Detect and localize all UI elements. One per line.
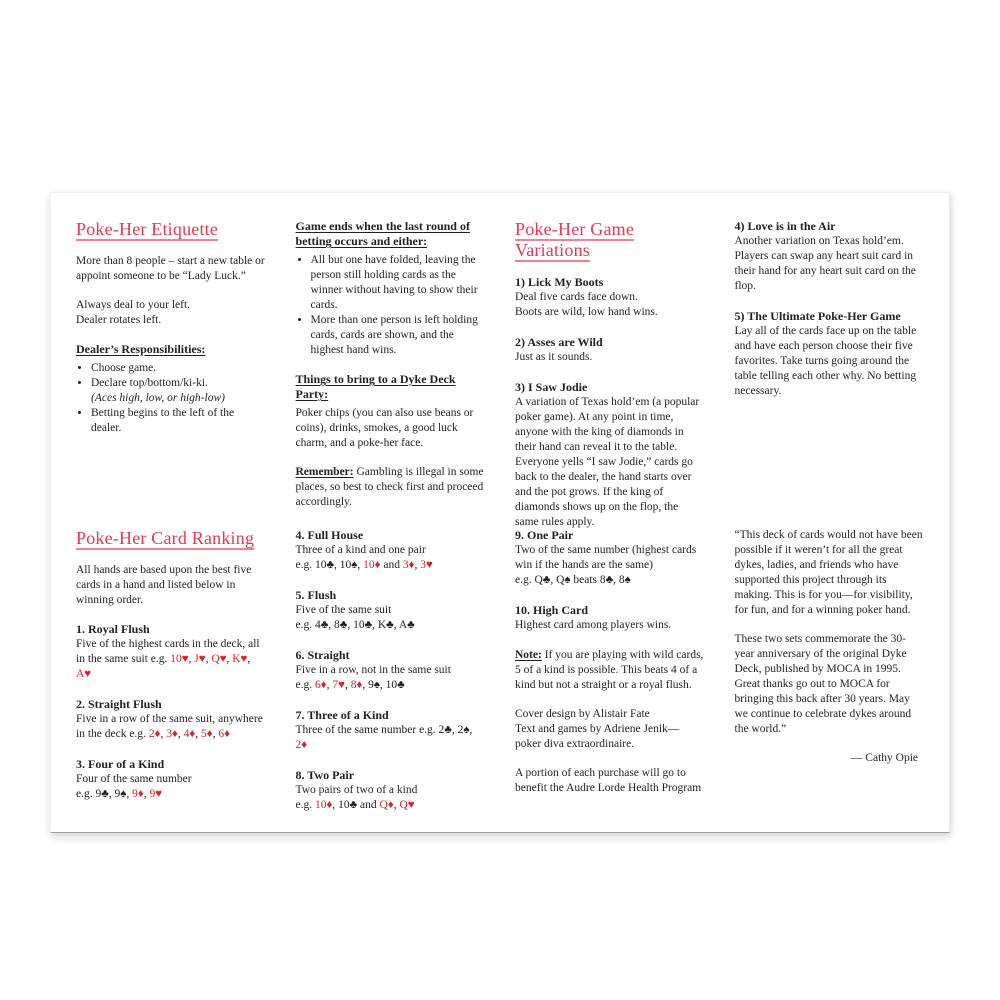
rank-title: 7. Three of a Kind [295,708,389,722]
paragraph [515,766,705,796]
rank-title: 2) Asses are Wild [515,335,603,349]
text-run: e.g. 4♣, 8♣, 10♣, K♣, A♣ [295,619,415,631]
text-run: Gambling is illegal in some places, so best to check first and proceed accordingly. [295,466,484,508]
text-run: Highest card among players wins. [515,619,672,631]
top-section [76,219,924,528]
section-title: Poke-Her Game Variations [515,219,635,260]
paragraph [296,406,486,451]
rank-entry [296,588,486,633]
text-run: Note: [515,649,542,661]
text-run: e.g. [295,679,315,691]
paragraph [515,707,705,752]
paragraph [76,254,266,284]
text-run: Dealer rotates left. [76,314,162,326]
card-notation: 9♥ [149,788,163,800]
text-run: , [344,679,351,691]
text-run: (Aces high, low, or high-low) [91,392,225,404]
text-run: Five of the same suit [295,604,392,616]
rank-description [515,350,705,365]
rank-description [515,543,705,588]
rank-entry [515,603,705,633]
card-notation: 3♦ [402,559,415,571]
rank-entry [735,219,925,294]
card-notation: 9♦ [132,788,144,800]
section-title: Poke-Her Card Ranking [76,528,255,548]
rank-entry [296,768,486,813]
rank-description [296,603,486,633]
text-run: e.g. Q♣, Q♠ beats 8♣, 8♠ [515,574,631,586]
rank-description [296,723,486,753]
text-run: These two sets commemorate the 30-year anniversary of the original Dyke Deck, published by MOCA in 1995. Great thanks go out to MOCA for bringing this back after 30 years. May we continue to celebrate dykes around the world.” [734,633,912,735]
rank-description [735,234,925,294]
text-run: Choose game. [91,362,157,374]
text-run: Four of the same number [76,773,192,785]
text-run: More than one person is left holding cards, cards are shown, and the highest hand wins. [310,314,478,356]
bottom-section [76,528,924,828]
card-notation: 10♦ [314,799,333,811]
text-run: Two of the same number (highest cards win if the hands are the same) [515,544,697,571]
text-run: Lay all of the cards face up on the table and have each person choose their five favorites. Take turns going around the table telling each other why. No betting necessary. [734,325,917,397]
text-run: If you are playing with wild cards, 5 of a kind is possible. This beats 4 of a kind but not a straight or a royal flush. [515,649,704,691]
card-notation: Q♥ [211,653,227,665]
rank-entry [76,622,266,682]
rank-title: 10. High Card [515,603,589,617]
card-notation: 6♦ [314,679,327,691]
card-notation: Q♥ [399,799,415,811]
rank-description [296,543,486,573]
card-notation: 6♦ [218,728,230,740]
rank-entry [515,528,705,588]
bullet-item [91,361,266,376]
bullet-list [76,361,266,436]
text-run: , [195,728,201,740]
rank-description [515,618,705,633]
text-run: e.g. 9♣, 9♠, [76,788,133,800]
rank-description [515,290,705,320]
text-run: Another variation on Texas hold’em. Players can swap any heart suit card in their hand for any heart suit card on the flop. [734,235,916,292]
text-run: , [326,679,333,691]
paragraph [735,632,925,737]
rank-title: 4) Love is in the Air [734,219,836,233]
text-run: Poker chips (you can also use beans or coins), drinks, smokes, a good luck charm, and a poke-her face. [295,407,474,449]
paragraph [515,648,705,693]
rank-description [515,395,705,530]
text-run: , [160,728,167,740]
paragraph [296,465,486,510]
paragraph [735,751,925,766]
card-notation: 3♦ [166,728,178,740]
card-notation: 10♥ [170,653,189,665]
card-notation: A♥ [76,668,92,680]
rank-title: 5) The Ultimate Poke-Her Game [734,309,901,323]
rank-entry [76,757,266,802]
text-run: e.g. 10♣, 10♠, [295,559,364,571]
text-run: Deal five cards face down. [515,291,638,303]
text-run: and [380,559,403,571]
card-notation: 2♦ [295,739,308,751]
text-run: Always deal to your left. [76,299,191,311]
rank-entry [296,648,486,693]
section-title: Poke-Her Etiquette [76,219,219,239]
text-run: — Cathy Opie [850,752,918,764]
bullet-item [311,313,486,358]
text-run: , [188,653,195,665]
column-ranks-4-to-8 [296,528,486,828]
rank-title: 2. Straight Flush [76,697,162,711]
rank-description [296,783,486,813]
text-run: , [143,788,150,800]
rank-title: 6. Straight [295,648,350,662]
paragraph [76,563,266,608]
text-run: Just as it sounds. [515,351,593,363]
rank-entry [735,309,925,399]
paragraph [735,528,925,618]
rank-description [296,663,486,693]
paragraph [76,298,266,328]
rank-title: 8. Two Pair [295,768,355,782]
text-run: Two pairs of two of a kind [295,784,418,796]
text-run: , [414,559,421,571]
text-run: Remember: [295,466,354,478]
rank-entry [515,380,705,530]
text-run: Three of a kind and one pair [295,544,426,556]
instruction-sheet [50,192,950,833]
rank-title: 4. Full House [295,528,364,542]
card-notation: 3♥ [420,559,433,571]
text-run: More than 8 people – start a new table or appoint someone to be “Lady Luck.” [76,255,265,282]
text-run: , [212,728,219,740]
rank-entry [76,697,266,742]
rank-description [76,637,266,682]
card-notation: 10♦ [363,559,381,571]
bullet-item [91,406,266,436]
text-run: All but one have folded, leaving the person still holding cards as the winner without having to show their cards. [310,254,478,311]
text-run: Five of the highest cards in the deck, all in the same suit e.g. [76,638,260,665]
text-run: e.g. [295,799,315,811]
rank-entry [296,528,486,573]
text-run: , [226,653,233,665]
card-notation: 4♦ [183,728,196,740]
column-dedication-quote [735,528,925,828]
text-run: Cover design by Alistair Fate [515,708,650,720]
rank-title: 1) Lick My Boots [515,275,604,289]
text-run: All hands are based upon the best five cards in a hand and listed below in winning order. [76,564,252,606]
text-run: Text and games by Adriene Jenik—poker diva extraordinaire. [515,723,680,750]
text-run: A variation of Texas hold’em (a popular poker game). At any point in time, anyone with the king of diamonds in their hand can reveal it to the table. Everyone yells “I saw Jodie,” cards go back to the dealer, the hand starts over and the pot grows. If the king of diamonds shows up on the flop, the same rules apply. [515,396,700,528]
card-notation: J♥ [194,653,206,665]
bullet-item [311,253,486,313]
text-run: , 9♠, 10♣ [362,679,405,691]
column-game-variations [515,219,705,545]
card-notation: 2♦ [148,728,161,740]
text-run: , [205,653,212,665]
text-run: , [393,799,400,811]
sub-heading: Game ends when the last round of betting occurs and either: [295,219,470,248]
sub-heading: Dealer’s Responsibilities: [76,342,206,356]
card-notation: 5♦ [200,728,213,740]
rank-title: 5. Flush [295,588,337,602]
text-run: Five in a row of the same suit, anywhere in the deck e.g. [76,713,263,740]
text-run: “This deck of cards would not have been possible if it weren’t for all the great dykes, ladies, and friends who have supported this project through its making. This is for you—for visibility, for fun, and for a winning poker hand. [734,529,923,616]
column-ranks-9-10-credits [515,528,705,828]
bullet-list [296,253,486,358]
column-etiquette [76,219,266,545]
rank-entry [515,335,705,365]
text-run: Betting begins to the left of the dealer. [91,407,235,434]
rank-title: 1. Royal Flush [76,622,150,636]
card-notation: Q♦ [379,799,394,811]
text-run: Boots are wild, low hand wins. [515,306,658,318]
rank-title: 3) I Saw Jodie [515,380,588,394]
rank-title: 9. One Pair [515,528,574,542]
text-run: , 10♣ and [332,799,380,811]
card-notation: K♥ [232,653,248,665]
column-game-end [296,219,486,545]
column-game-variations-continued [735,219,925,545]
text-run: Five in a row, not in the same suit [295,664,451,676]
card-notation: 8♦ [350,679,363,691]
rank-entry [296,708,486,753]
rank-entry [515,275,705,320]
rank-description [76,712,266,742]
text-run: , [177,728,184,740]
bullet-item [91,376,266,406]
column-card-ranking [76,528,266,828]
rank-description [735,324,925,399]
rank-description [76,772,266,802]
text-run: Three of the same number e.g. 2♣, 2♠, [295,724,473,736]
text-run: , [247,653,251,665]
text-run: A portion of each purchase will go to benefit the Audre Lorde Health Program [515,767,702,794]
sub-heading: Things to bring to a Dyke Deck Party: [295,372,456,401]
text-run: Declare top/bottom/ki-ki. [91,377,208,389]
card-notation: 7♥ [332,679,345,691]
rank-title: 3. Four of a Kind [76,757,165,771]
